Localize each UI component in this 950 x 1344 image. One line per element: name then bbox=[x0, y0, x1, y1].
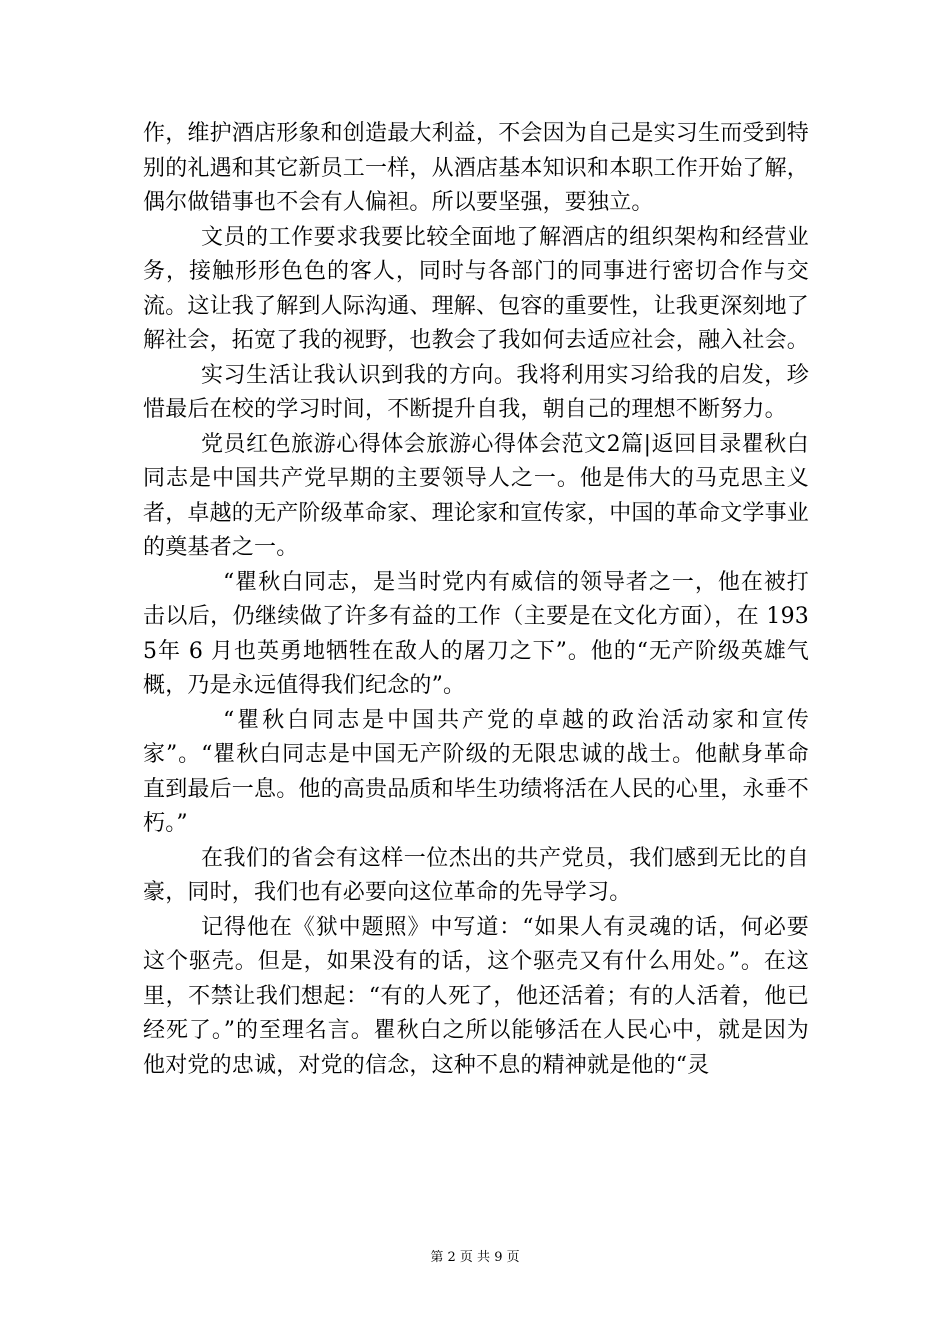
paragraph-6: “瞿秋白同志是中国共产党的卓越的政治活动家和宣传家”。“瞿秋白同志是中国无产阶级的无限忠诚的战士。他献身革命直到最后一息。他的高贵品质和毕生功绩将活在人民的心里，永垂不朽。” bbox=[143, 707, 810, 836]
paragraph-4: 党员红色旅游心得体会旅游心得体会范文2篇|返回目录瞿秋白同志是中国共产党早期的主要领导人之一。他是伟大的马克思主义者，卓越的无产阶级革命家、理论家和宣传家，中国的革命文学事业的奠基者之一。 bbox=[143, 431, 810, 560]
paragraph-3: 实习生活让我认识到我的方向。我将利用实习给我的启发，珍惜最后在校的学习时间，不断提升自我，朝自己的理想不断努力。 bbox=[143, 362, 809, 422]
paragraph-2: 文员的工作要求我要比较全面地了解酒店的组织架构和经营业务，接触形形色色的客人，同时与各部门的同事进行密切合作与交流。这让我了解到人际沟通、理解、包容的重要性，让我更深刻地了解社会，拓宽了我的视野，也教会了我如何去适应社会，融入社会。 bbox=[143, 224, 810, 353]
paragraph-8: 记得他在《狱中题照》中写道：“如果人有灵魂的话，何必要这个驱壳。但是，如果没有的话，这个驱壳又有什么用处。”。在这里，不禁让我们想起：“有的人死了，他还活着；有的人活着，他已经死了。”的至理名言。瞿秋白之所以能够活在人民心中，就是因为他对党的忠诚，对党的信念，这种不息的精神就是他的“灵 bbox=[143, 914, 809, 1078]
paragraph-1: 作，维护酒店形象和创造最大利益，不会因为自己是实习生而受到特别的礼遇和其它新员工一样，从酒店基本知识和本职工作开始了解，偶尔做错事也不会有人偏袒。所以要坚强，要独立。 bbox=[143, 121, 810, 215]
page-number-footer: 第 2 页 共 9 页 bbox=[430, 1250, 520, 1265]
paragraph-5: “瞿秋白同志，是当时党内有威信的领导者之一，他在被打击以后，仍继续做了许多有益的工作（主要是在文化方面），在 1935年 6 月也英勇地牺牲在敌人的屠刀之下”。他的“无产阶级英雄气概，乃是永远值得我们纪念的”。 bbox=[143, 569, 809, 698]
document-body bbox=[143, 117, 809, 1083]
paragraph-7: 在我们的省会有这样一位杰出的共产党员，我们感到无比的自豪，同时，我们也有必要向这位革命的先导学习。 bbox=[143, 845, 809, 905]
